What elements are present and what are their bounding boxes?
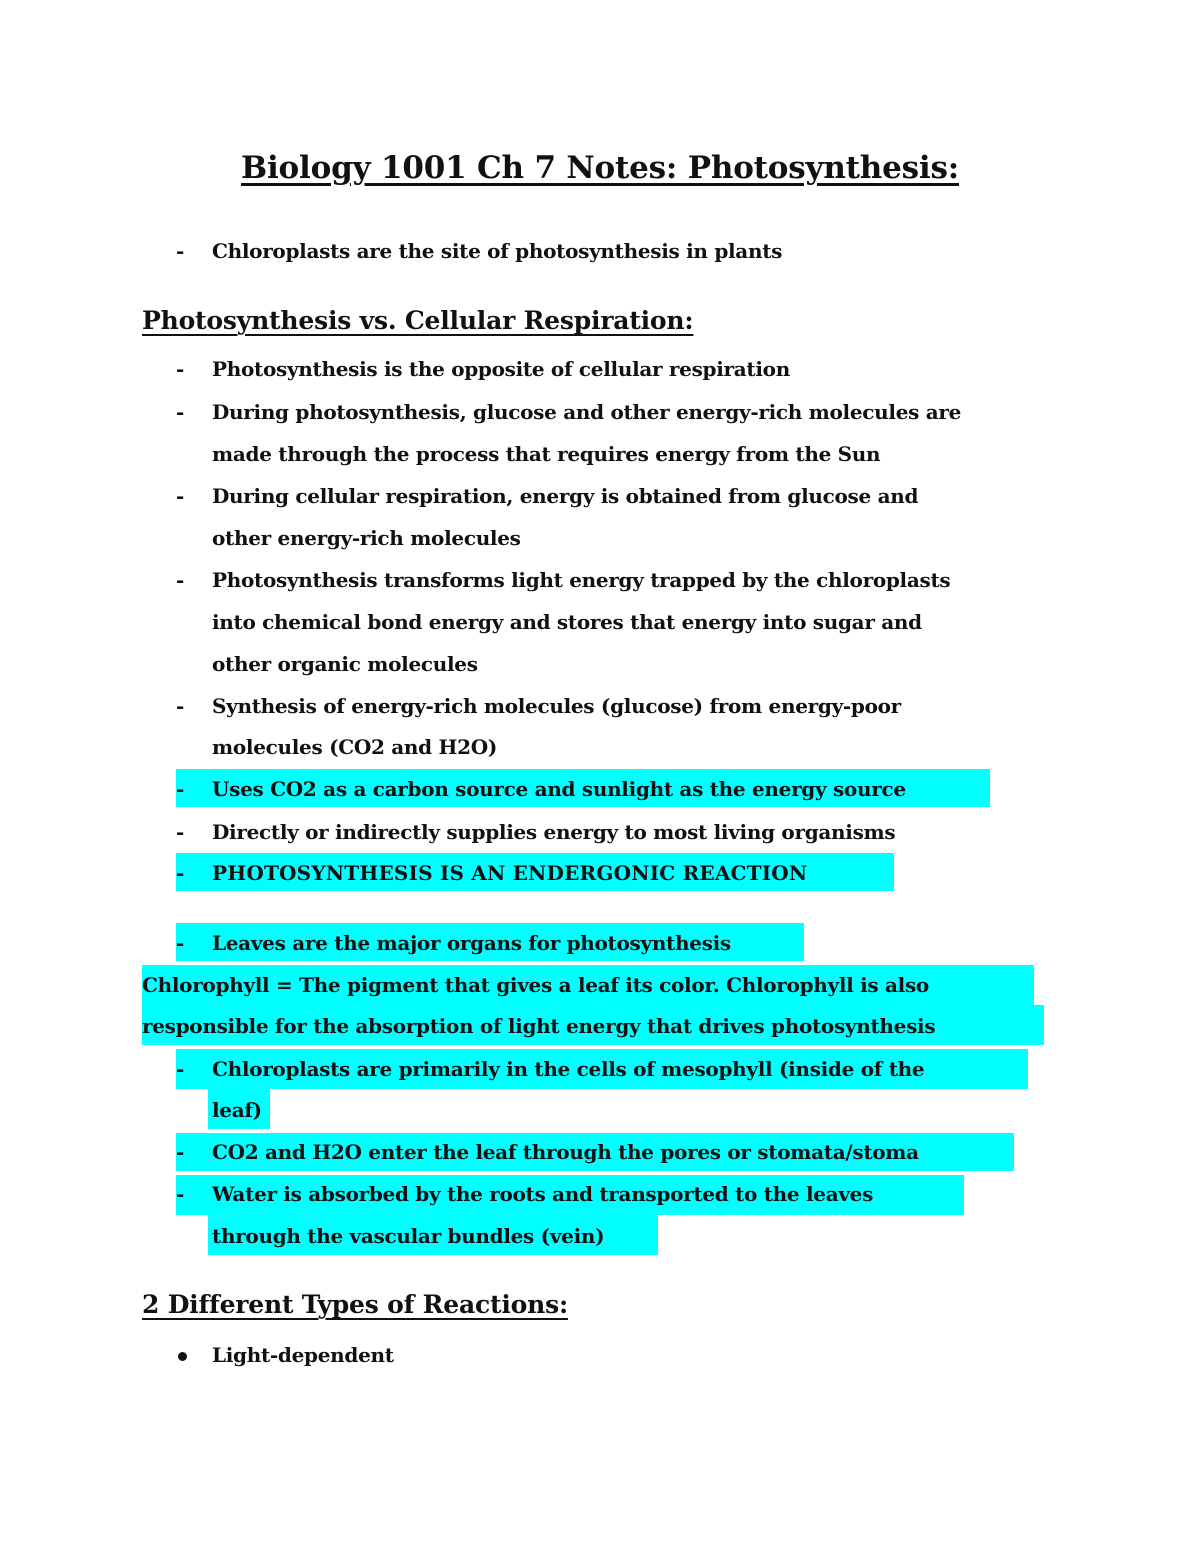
list-item-line: other organic molecules	[212, 652, 478, 676]
list-item-line: Directly or indirectly supplies energy to most living organisms	[212, 820, 896, 844]
chlorophyll-definition-line: Chlorophyll = The pigment that gives a leaf its color. Chlorophyll is also	[142, 973, 929, 997]
bullet-dash: -	[176, 861, 185, 885]
bullet-dot-icon	[178, 1352, 187, 1361]
bullet-dash: -	[176, 1140, 185, 1164]
list-item-line: made through the process that requires energy from the Sun	[212, 442, 881, 466]
list-item-line: Synthesis of energy-rich molecules (glucose) from energy-poor	[212, 694, 901, 718]
bullet-dash: -	[176, 1057, 185, 1081]
list-item-line: Photosynthesis transforms light energy trapped by the chloroplasts	[212, 568, 951, 592]
section-heading-reaction-types: 2 Different Types of Reactions:	[142, 1290, 568, 1319]
bullet-dash: -	[176, 357, 185, 381]
page-title: Biology 1001 Ch 7 Notes: Photosynthesis:	[240, 150, 959, 186]
bullet-dash: -	[176, 1182, 185, 1206]
list-item-line: During cellular respiration, energy is obtained from glucose and	[212, 484, 919, 508]
bullet-dash: -	[176, 484, 185, 508]
bullet-dash: -	[176, 694, 185, 718]
list-item-line-highlighted: Uses CO2 as a carbon source and sunlight as the energy source	[212, 777, 906, 801]
chlorophyll-definition-line: responsible for the absorption of light energy that drives photosynthesis	[142, 1014, 936, 1038]
list-item-line-highlighted: leaf)	[212, 1098, 262, 1122]
list-item-line-highlighted: through the vascular bundles (vein)	[212, 1224, 605, 1248]
bullet-dash: -	[176, 777, 185, 801]
bullet-dash: -	[176, 400, 185, 424]
bullet-dash: -	[176, 931, 185, 955]
list-item-line-highlighted: PHOTOSYNTHESIS IS AN ENDERGONIC REACTION	[212, 861, 808, 885]
bullet-dash: -	[176, 820, 185, 844]
bullet-dash: -	[176, 568, 185, 592]
section-heading-photosynthesis-vs-respiration: Photosynthesis vs. Cellular Respiration:	[142, 306, 694, 335]
intro-text: Chloroplasts are the site of photosynthesis in plants	[212, 239, 783, 263]
list-item-line-highlighted: Leaves are the major organs for photosynthesis	[212, 931, 731, 955]
list-item-line: Photosynthesis is the opposite of cellular respiration	[212, 357, 790, 381]
bullet-dash: -	[176, 239, 185, 263]
list-item-line-highlighted: Chloroplasts are primarily in the cells of mesophyll (inside of the	[212, 1057, 925, 1081]
list-item-line-highlighted: Water is absorbed by the roots and transported to the leaves	[212, 1182, 874, 1206]
list-item-line-highlighted: CO2 and H2O enter the leaf through the pores or stomata/stoma	[212, 1140, 919, 1164]
list-item-line: Light-dependent	[212, 1343, 394, 1367]
list-item-line: During photosynthesis, glucose and other energy-rich molecules are	[212, 400, 962, 424]
list-item-line: other energy-rich molecules	[212, 526, 521, 550]
list-item-line: into chemical bond energy and stores that energy into sugar and	[212, 610, 922, 634]
list-item-line: molecules (CO2 and H2O)	[212, 735, 498, 759]
